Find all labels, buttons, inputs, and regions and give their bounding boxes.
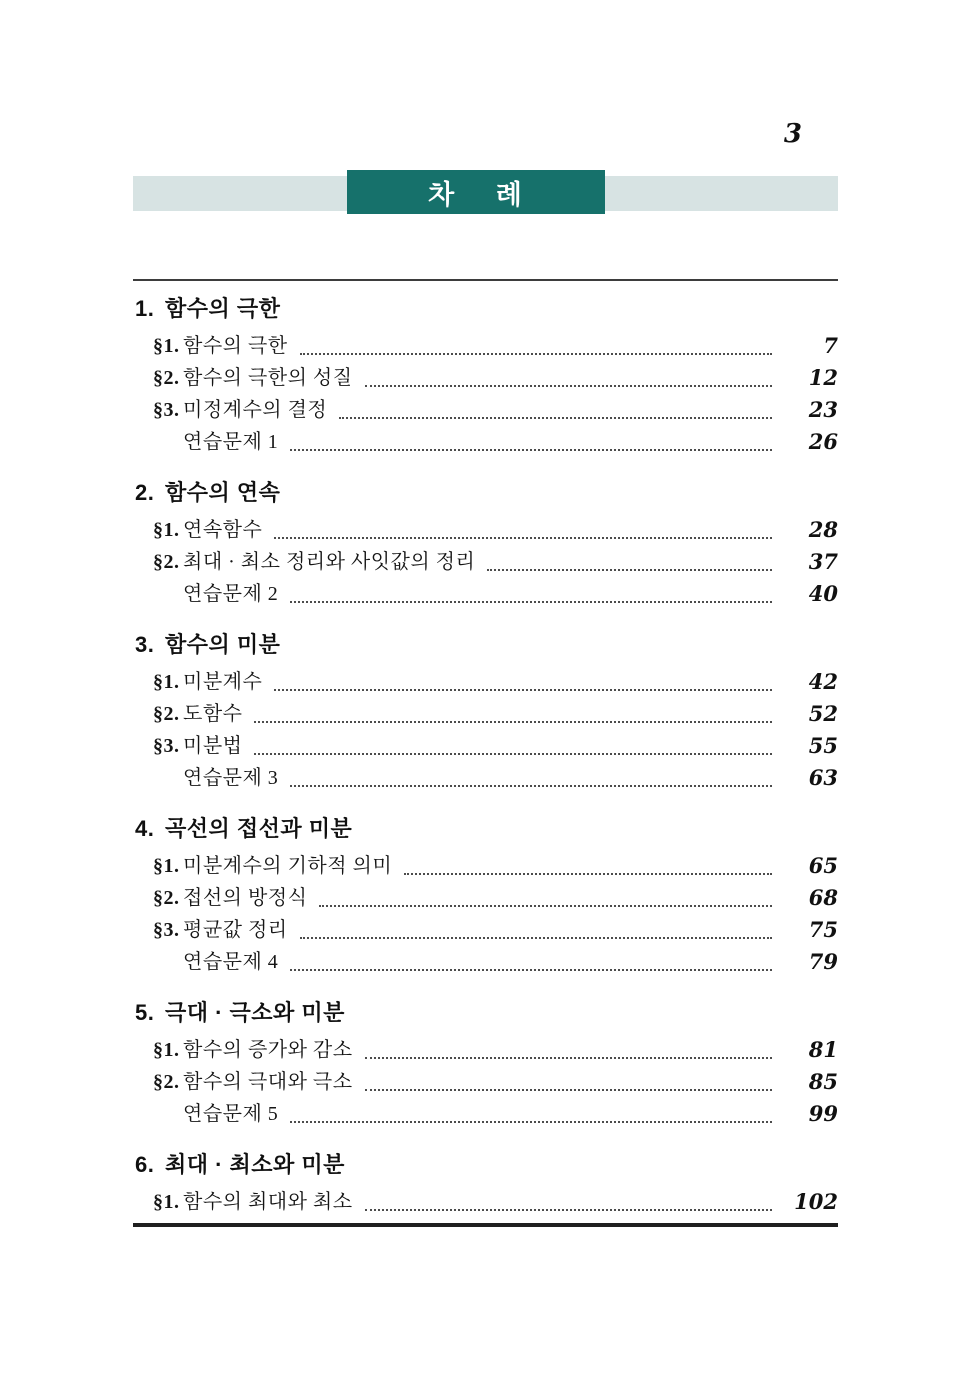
- entry-page-number: 42: [808, 669, 838, 694]
- entry-prefix: §2.: [153, 703, 180, 725]
- entry-page-number: 102: [794, 1189, 838, 1214]
- chapter-block: [133, 1150, 838, 1218]
- chapter-number: 3.: [135, 632, 155, 657]
- entry-page-number: 26: [808, 429, 838, 454]
- chapter-entries: [133, 666, 838, 794]
- entry-prefix: §2.: [153, 887, 180, 909]
- toc-banner-band: [133, 176, 838, 211]
- dotted-leader: [290, 578, 772, 603]
- chapter-block: [133, 294, 838, 458]
- chapter-block: [133, 814, 838, 978]
- entry-title: 함수의 극한의 성질: [183, 367, 353, 389]
- toc-entry: [133, 426, 838, 458]
- dotted-leader: [254, 698, 772, 723]
- entry-page-number: 85: [808, 1069, 838, 1094]
- entry-title: 최대 · 최소 정리와 사잇값의 정리: [183, 551, 476, 573]
- toc-entry: [133, 666, 838, 698]
- dotted-leader: [365, 1066, 772, 1091]
- entry-title: 미정계수의 결정: [183, 399, 328, 421]
- entry-page-number: 55: [808, 733, 838, 758]
- toc-entry: [133, 1186, 838, 1218]
- chapter-title-text: 함수의 극한: [165, 296, 281, 321]
- toc-entry: [133, 914, 838, 946]
- dotted-leader: [365, 362, 772, 387]
- chapter-title: [133, 998, 838, 1028]
- entry-title: 연습문제 4: [183, 951, 279, 973]
- entry-title: 함수의 증가와 감소: [183, 1039, 353, 1061]
- chapter-entries: [133, 330, 838, 458]
- entry-title: 연습문제 5: [183, 1103, 279, 1125]
- toc-entry: [133, 1034, 838, 1066]
- entry-page-number: 52: [808, 701, 838, 726]
- entry-prefix: §2.: [153, 1071, 180, 1093]
- chapter-title: [133, 294, 838, 324]
- entry-page-number: 68: [808, 885, 838, 910]
- entry-prefix: §3.: [153, 919, 180, 941]
- chapter-number: 4.: [135, 816, 155, 841]
- toc-entry: [133, 946, 838, 978]
- toc-entry: [133, 762, 838, 794]
- chapter-entries: [133, 514, 838, 610]
- toc-entry: [133, 546, 838, 578]
- entry-page-number: 65: [808, 853, 838, 878]
- entry-title: 함수의 극대와 극소: [183, 1071, 353, 1093]
- toc-entry: [133, 394, 838, 426]
- toc-entry: [133, 362, 838, 394]
- chapter-entries: [133, 1186, 838, 1218]
- entry-prefix: §3.: [153, 399, 180, 421]
- bottom-rule: [133, 1223, 838, 1227]
- entry-title: 함수의 최대와 최소: [183, 1191, 353, 1213]
- chapter-number: 5.: [135, 1000, 155, 1025]
- chapter-title-text: 함수의 연속: [165, 480, 281, 505]
- entry-page-number: 40: [808, 581, 838, 606]
- toc-entry: [133, 698, 838, 730]
- dotted-leader: [365, 1034, 772, 1059]
- entry-prefix: §1.: [153, 1039, 180, 1061]
- dotted-leader: [290, 762, 772, 787]
- toc-list: [133, 294, 838, 1218]
- entry-prefix: [153, 578, 183, 610]
- entry-page-number: 81: [808, 1037, 838, 1062]
- entry-title: 도함수: [183, 703, 243, 725]
- toc-entry: [133, 882, 838, 914]
- entry-prefix: §1.: [153, 855, 180, 877]
- entry-prefix: §1.: [153, 519, 180, 541]
- chapter-entries: [133, 1034, 838, 1130]
- dotted-leader: [300, 330, 772, 355]
- entry-prefix: [153, 426, 183, 458]
- chapter-title-text: 최대 · 최소와 미분: [165, 1152, 345, 1177]
- toc-banner-box: [347, 170, 605, 214]
- toc-banner-title: 차 례: [428, 179, 524, 210]
- entry-page-number: 75: [808, 917, 838, 942]
- dotted-leader: [404, 850, 772, 875]
- entry-title: 접선의 방정식: [183, 887, 308, 909]
- entry-title: 연습문제 3: [183, 767, 279, 789]
- chapter-title-text: 곡선의 접선과 미분: [165, 816, 353, 841]
- chapter-title: [133, 1150, 838, 1180]
- entry-prefix: §1.: [153, 671, 180, 693]
- toc-entry: [133, 730, 838, 762]
- dotted-leader: [274, 514, 772, 539]
- entry-prefix: §2.: [153, 551, 180, 573]
- entry-prefix: [153, 946, 183, 978]
- dotted-leader: [274, 666, 772, 691]
- page-number: 3: [783, 119, 802, 149]
- chapter-entries: [133, 850, 838, 978]
- entry-title: 평균값 정리: [183, 919, 288, 941]
- entry-page-number: 28: [808, 517, 838, 542]
- entry-prefix: §2.: [153, 367, 180, 389]
- entry-page-number: 12: [808, 365, 838, 390]
- toc-entry: [133, 514, 838, 546]
- toc-entry: [133, 1066, 838, 1098]
- dotted-leader: [319, 882, 772, 907]
- entry-title: 미분법: [183, 735, 243, 757]
- entry-page-number: 37: [808, 549, 838, 574]
- toc-entry: [133, 578, 838, 610]
- entry-page-number: 63: [808, 765, 838, 790]
- dotted-leader: [254, 730, 772, 755]
- entry-title: 연속함수: [183, 519, 263, 541]
- entry-title: 미분계수: [183, 671, 263, 693]
- toc-entry: [133, 330, 838, 362]
- chapter-title: [133, 814, 838, 844]
- dotted-leader: [339, 394, 772, 419]
- entry-prefix: §1.: [153, 1191, 180, 1213]
- chapter-number: 6.: [135, 1152, 155, 1177]
- entry-page-number: 23: [808, 397, 838, 422]
- entry-title: 미분계수의 기하적 의미: [183, 855, 393, 877]
- entry-page-number: 99: [808, 1101, 838, 1126]
- toc-entry: [133, 850, 838, 882]
- dotted-leader: [290, 1098, 772, 1123]
- entry-title: 연습문제 1: [183, 431, 279, 453]
- chapter-number: 1.: [135, 296, 155, 321]
- dotted-leader: [365, 1186, 772, 1211]
- dotted-leader: [290, 946, 772, 971]
- chapter-title: [133, 478, 838, 508]
- entry-prefix: §1.: [153, 335, 180, 357]
- entry-title: 연습문제 2: [183, 583, 279, 605]
- entry-page-number: 79: [808, 949, 838, 974]
- chapter-number: 2.: [135, 480, 155, 505]
- chapter-block: [133, 478, 838, 610]
- dotted-leader: [300, 914, 772, 939]
- entry-prefix: [153, 1098, 183, 1130]
- chapter-block: [133, 998, 838, 1130]
- top-rule: [133, 279, 838, 281]
- chapter-block: [133, 630, 838, 794]
- chapter-title-text: 함수의 미분: [165, 632, 281, 657]
- entry-prefix: [153, 762, 183, 794]
- dotted-leader: [290, 426, 772, 451]
- dotted-leader: [487, 546, 772, 571]
- entry-title: 함수의 극한: [183, 335, 288, 357]
- entry-page-number: 7: [823, 333, 838, 358]
- chapter-title-text: 극대 · 극소와 미분: [165, 1000, 345, 1025]
- toc-entry: [133, 1098, 838, 1130]
- entry-prefix: §3.: [153, 735, 180, 757]
- chapter-title: [133, 630, 838, 660]
